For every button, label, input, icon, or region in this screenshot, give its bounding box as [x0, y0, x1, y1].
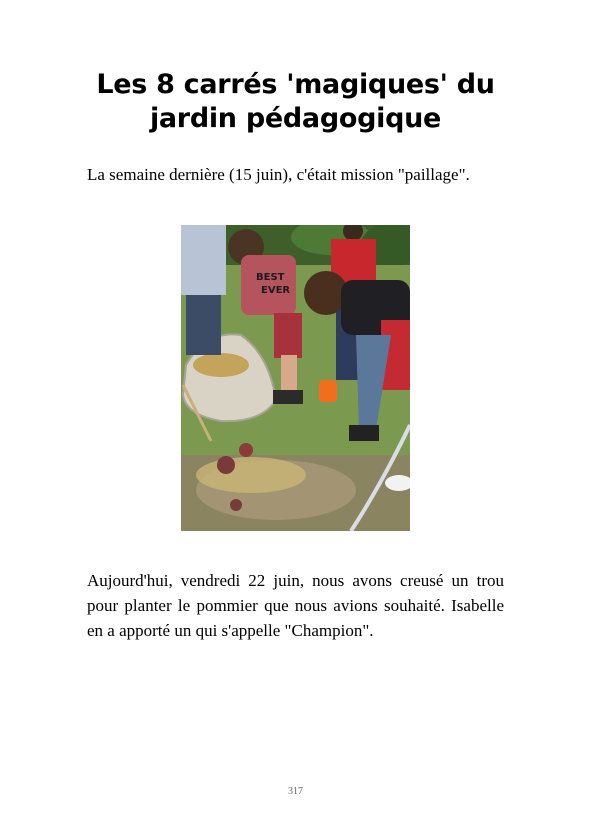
title-line-1: Les 8 carrés 'magiques' du [96, 69, 495, 100]
title-line-2: jardin pédagogique [149, 103, 442, 134]
page-number: 317 [288, 786, 303, 797]
paragraph-mulching: La semaine dernière (15 juin), c'était mission "paillage". [87, 165, 470, 184]
paragraph-apple-tree: Aujourd'hui, vendredi 22 juin, nous avons creusé un trou pour planter le pommier que nous avions souhaité. Isabelle en a apporté un qui s'appelle "Champion". [87, 571, 504, 640]
shirt-text-best: BEST [256, 272, 285, 283]
page-title [60, 68, 531, 136]
shirt-text-ever: EVER [261, 285, 291, 296]
garden-photo [181, 225, 410, 531]
